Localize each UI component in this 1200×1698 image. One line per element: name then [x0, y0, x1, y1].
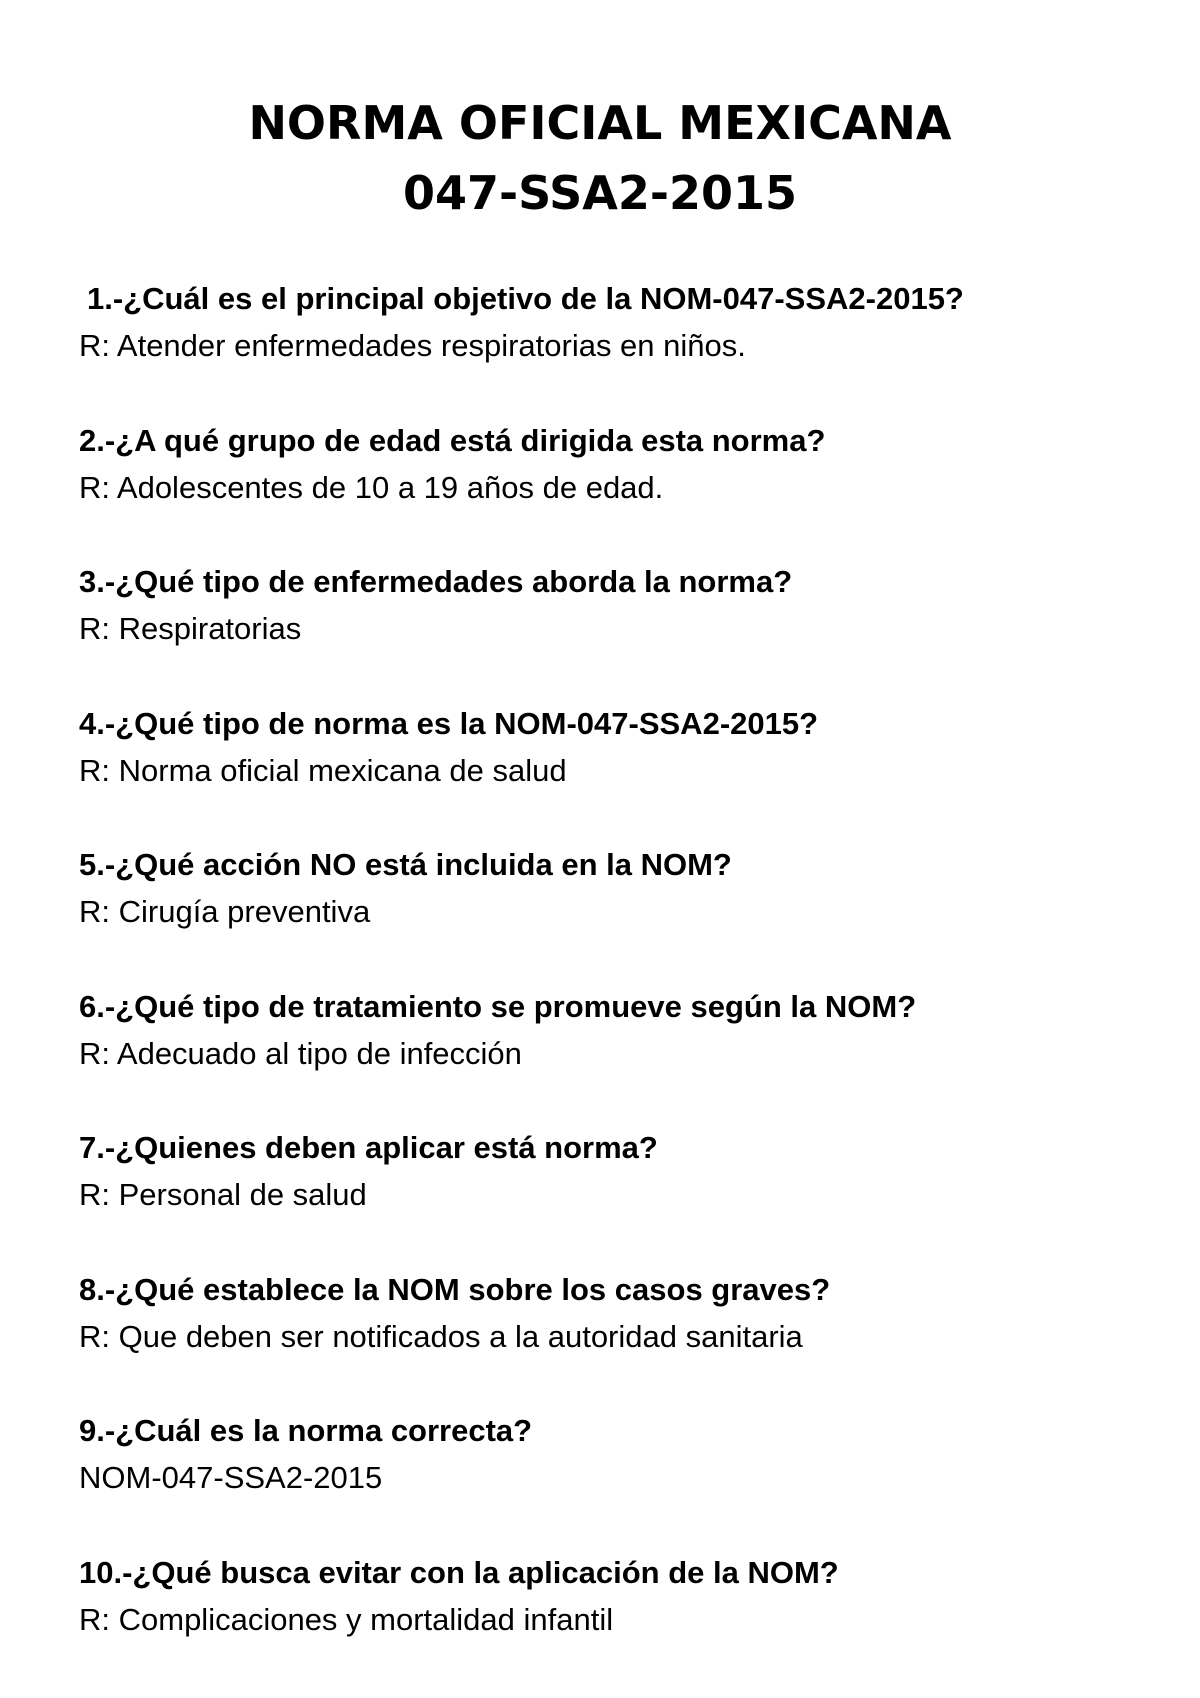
answer-text: R: Que deben ser notificados a la autoridad sanitaria	[79, 1319, 803, 1355]
question-text: 8.-¿Qué establece la NOM sobre los casos graves?	[79, 1272, 831, 1307]
answer-text: R: Respiratorias	[79, 611, 302, 647]
qa-item-9	[79, 1412, 1159, 1496]
qa-item-4	[79, 705, 1159, 789]
qa-item-7	[79, 1129, 1159, 1213]
document-subtitle: 047-SSA2-2015	[402, 166, 798, 220]
question-text: 6.-¿Qué tipo de tratamiento se promueve según la NOM?	[79, 989, 917, 1024]
document-title: NORMA OFICIAL MEXICANA	[248, 96, 952, 150]
question-text: 4.-¿Qué tipo de norma es la NOM-047-SSA2-2015?	[79, 706, 819, 741]
qa-item-1	[79, 280, 1159, 364]
answer-text: R: Personal de salud	[79, 1177, 367, 1213]
question-text: 5.-¿Qué acción NO está incluida en la NOM?	[79, 847, 732, 882]
answer-text: R: Norma oficial mexicana de salud	[79, 753, 567, 789]
answer-text: NOM-047-SSA2-2015	[79, 1460, 383, 1496]
qa-item-10	[79, 1554, 1159, 1638]
answer-text: R: Complicaciones y mortalidad infantil	[79, 1602, 614, 1638]
question-text: 3.-¿Qué tipo de enfermedades aborda la norma?	[79, 564, 793, 599]
question-text: 1.-¿Cuál es el principal objetivo de la NOM-047-SSA2-2015?	[87, 281, 964, 316]
qa-item-6	[79, 988, 1159, 1072]
answer-text: R: Cirugía preventiva	[79, 894, 371, 930]
question-text: 9.-¿Cuál es la norma correcta?	[79, 1413, 533, 1448]
qa-item-5	[79, 846, 1159, 930]
question-text: 7.-¿Quienes deben aplicar está norma?	[79, 1130, 658, 1165]
qa-item-2	[79, 422, 1159, 506]
qa-item-8	[79, 1271, 1159, 1355]
answer-text: R: Atender enfermedades respiratorias en niños.	[79, 328, 746, 364]
answer-text: R: Adecuado al tipo de infección	[79, 1036, 522, 1072]
answer-text: R: Adolescentes de 10 a 19 años de edad.	[79, 470, 664, 506]
question-text: 2.-¿A qué grupo de edad está dirigida esta norma?	[79, 423, 826, 458]
qa-item-3	[79, 563, 1159, 647]
question-text: 10.-¿Qué busca evitar con la aplicación de la NOM?	[79, 1555, 839, 1590]
